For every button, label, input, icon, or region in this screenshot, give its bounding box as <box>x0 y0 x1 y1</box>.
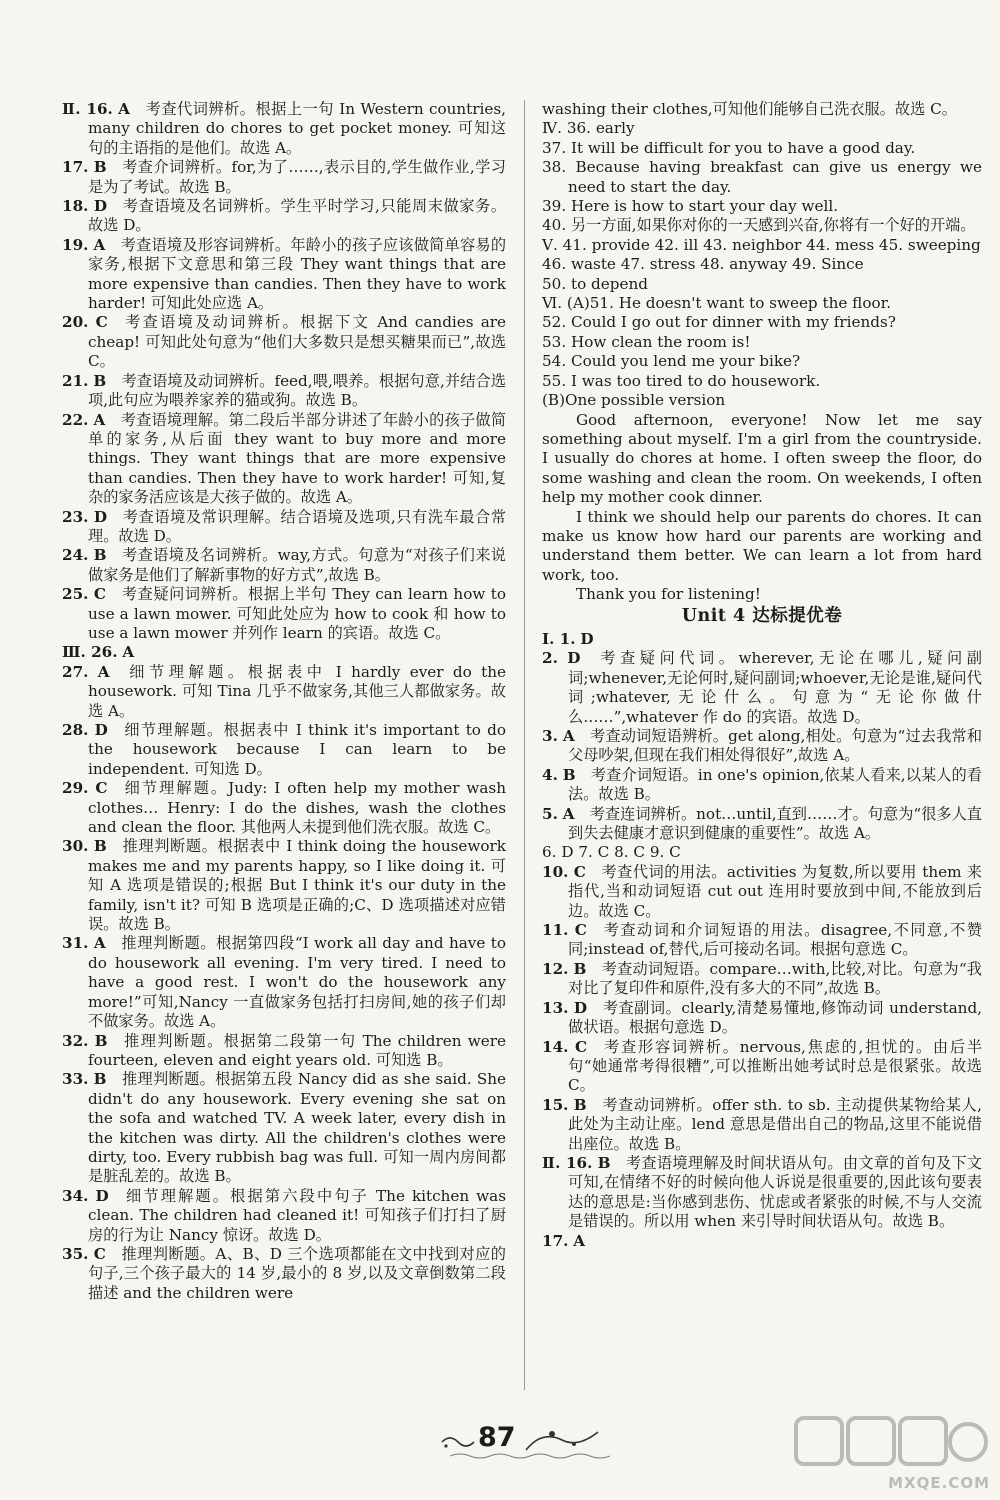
explanation-text: 细节理解题。根据第六段中句子 The kitchen was clean. The children had cleaned it! 可知孩子们打扫了厨房的行为让 Nancy 惊讶。故选 D。 <box>88 1186 507 1244</box>
answer-letter: C <box>575 1037 588 1056</box>
item-number: 39. <box>542 197 567 216</box>
answer-letter: A <box>562 804 575 823</box>
explanation-text: 考查语境及名词辨析。学生平时学习,只能周末做家务。故选 D。 <box>88 197 507 235</box>
answer-item <box>62 585 506 643</box>
item-number: 15. <box>542 1095 569 1114</box>
answer-letter: C <box>93 1244 106 1263</box>
item-number: 29. <box>62 779 89 798</box>
item-number: 12. <box>542 959 569 978</box>
answer-item <box>542 805 982 844</box>
explanation-text: 考查连词辨析。not…until,直到……才。句意为“很多人直到失去健康才意识到健康的重要性”。故选 A。 <box>568 804 982 843</box>
page-number: 87 <box>478 1422 516 1453</box>
item-number: Ⅰ. 1. <box>542 629 576 648</box>
column-divider <box>524 100 525 1390</box>
item-number: 23. <box>62 507 89 526</box>
answer-item <box>542 1154 982 1232</box>
item-number: 27. <box>62 662 89 681</box>
item-number: 11. <box>542 921 569 940</box>
answer-item <box>62 1032 506 1071</box>
explanation-text: 考查动词辨析。offer sth. to sb. 主动提供某物给某人,此处为主动让座。lend 意思是借出自己的物品,这里不能说借出座位。故选 B。 <box>568 1095 982 1153</box>
answer-letter: B <box>94 1031 108 1050</box>
answer-line: 53. How clean the room is! <box>542 332 751 351</box>
answer-letter: B <box>573 1095 587 1114</box>
explanation-text: 考查介词短语。in one's opinion,依某人看来,以某人的看法。故选 B。 <box>568 765 982 804</box>
explanation-text: 考查代词的用法。activities 为复数,所以要用 them 来指代,当和动词短语 cut out 连用时要放到中间,不能放到后边。故选 C。 <box>568 862 982 920</box>
answer-letter: C <box>573 862 586 881</box>
item-number: 30. <box>62 837 89 856</box>
answer-item <box>62 372 506 411</box>
answer-letter: D <box>93 507 108 526</box>
item-number: 17. <box>542 1231 569 1250</box>
explanation-text: 考查动词短语辨析。get along,相处。句意为“过去我常和父母吵架,但现在我们相处得很好”,故选 A。 <box>568 727 983 765</box>
explanation-text: 考查动词和介词短语的用法。disagree,不同意,不赞同;instead of,替代,后可接动名词。根据句意选 C。 <box>568 921 983 959</box>
item-number: 24. <box>62 546 89 565</box>
answer-letter: A <box>93 934 106 953</box>
answer-item <box>62 934 506 1031</box>
item-number: 3. <box>542 727 558 745</box>
answer-line: 54. Could you lend me your bike? <box>542 352 801 371</box>
explanation-text: 细节理解题。Judy: I often help my mother wash clothes… Henry: I do the dishes, wash the clothes and clean the floor. 其他两人未提到他们洗衣服。故选 C。 <box>88 779 507 837</box>
answer-letter: B <box>93 546 107 565</box>
footer-ornament-left-icon <box>440 1432 476 1452</box>
answer-item <box>542 158 982 197</box>
answer-line: 55. I was too tired to do housework. <box>542 371 821 390</box>
explanation-text: 考查语境理解。第二段后半部分讲述了年龄小的孩子做简单的家务,从后面 they want to buy more and more things. They want things that are more expensive than candies. Then they have to work harder! 可知,复杂的家务活应该是大孩子做的。故选 A。 <box>88 410 507 507</box>
answer-letter: B <box>93 1070 107 1089</box>
answer-item <box>542 1232 982 1251</box>
item-number: Ⅱ. 16. <box>542 1153 593 1172</box>
item-number: 32. <box>62 1031 89 1050</box>
item-number: 31. <box>62 934 89 953</box>
item-number: 17. <box>62 158 89 177</box>
answer-letter: C <box>95 313 108 332</box>
answer-item <box>542 1038 982 1096</box>
answer-item <box>62 779 506 837</box>
answer-letter: B <box>597 1153 611 1172</box>
essay-paragraph: I think we should help our parents do chores. It can make us know how hard our parents are working and understand them better. We can learn a lot from hard work, too. <box>542 507 982 584</box>
answer-text: Because having breakfast can give us energy we need to start the day. <box>568 158 982 196</box>
answer-item <box>542 139 982 158</box>
answer-item <box>62 158 506 197</box>
answer-letter: B <box>93 371 107 390</box>
answer-letter: A <box>122 643 135 662</box>
item-number: 28. <box>62 721 89 739</box>
explanation-text: 考查代词辨析。根据上一句 In Western countries, many children do chores to get pocket money. 可知这句的主语指的是他们。故选 A。 <box>88 100 507 157</box>
answer-item <box>62 197 506 236</box>
item-number: Ⅲ. 26. <box>62 643 118 662</box>
explanation-text: 考查疑问代词。wherever,无论在哪儿,疑问副词;whenever,无论何时,疑问副词;whoever,无论是谁,疑问代词;whatever,无论什么。句意为“无论你做什么……”,whatever 作 do 的宾语。故选 D。 <box>568 649 982 726</box>
answer-line: 52. Could I go out for dinner with my friends? <box>542 313 896 332</box>
item-number: 37. <box>542 138 567 157</box>
explanation-text: 考查副词。clearly,清楚易懂地,修饰动词 understand,做状语。根据句意选 D。 <box>568 998 982 1037</box>
answer-item <box>62 837 506 934</box>
item-number: 2. <box>542 649 558 668</box>
item-number: 19. <box>62 235 89 254</box>
answer-item <box>62 1245 506 1303</box>
item-number: 25. <box>62 585 89 604</box>
answer-item <box>542 843 982 862</box>
answer-item <box>62 236 506 314</box>
answer-item <box>542 216 982 235</box>
answer-item <box>62 663 506 721</box>
explanation-text: 细节理解题。根据表中 I think it's important to do the housework because I can learn to be independent. 可知选 D。 <box>88 721 506 778</box>
item-number: 13. <box>542 998 569 1017</box>
answer-letter: D <box>573 998 587 1017</box>
answer-item <box>62 721 506 779</box>
essay-paragraph: Thank you for listening! <box>576 585 761 604</box>
essay-paragraph: Good afternoon, everyone! Now let me say something about myself. I'm a girl from the countryside. I usually do chores at home. I often sweep the floor, do some washing and clean the room. On weekends, I often help my mother cook dinner. <box>542 410 982 507</box>
item-number: Ⅳ. 36. <box>542 119 591 138</box>
answer-item <box>542 727 982 766</box>
explanation-text: 细节理解题。根据表中 I hardly ever do the housework. 可知 Tina 几乎不做家务,其他三人都做家务。故选 A。 <box>88 662 507 720</box>
answer-item <box>542 960 982 999</box>
answer-item <box>542 1096 982 1154</box>
answer-letter: C <box>93 585 106 604</box>
explanation-text: 推理判断题。根据第二段第一句 The children were fourteen, eleven and eight years old. 可知选 B。 <box>88 1031 506 1069</box>
answer-item <box>62 508 506 547</box>
answer-item <box>62 313 506 371</box>
answer-letter: A <box>562 727 575 745</box>
answer-item <box>542 197 982 216</box>
unit-heading: Unit 4 达标提优卷 <box>681 605 843 626</box>
answer-item <box>62 1187 506 1245</box>
answer-item <box>542 766 982 805</box>
explanation-text: 考查语境及名词辨析。way,方式。句意为“对孩子们来说做家务是他们了解新事物的好方式”,故选 B。 <box>88 546 506 584</box>
answer-line: Ⅵ. (A)51. He doesn't want to sweep the floor. <box>542 294 892 313</box>
answer-letter: B <box>93 158 107 177</box>
item-number: 14. <box>542 1037 569 1056</box>
explanation-text: 考查语境理解及时间状语从句。由文章的首句及下文可知,在情绪不好的时候向他人诉说是很重要的,因此该句要表达的意思是:当你感到悲伤、忧虑或者紧张的时候,不与人交流是错误的。所以用 when 来引导时间状语从句。故选 B。 <box>568 1153 982 1231</box>
item-number: 22. <box>62 410 89 429</box>
explanation-text: 考查语境及动词辨析。feed,喂,喂养。根据句意,并结合选项,此句应为喂养家养的猫或狗。故选 B。 <box>88 371 506 410</box>
answer-letter: B <box>93 837 107 856</box>
answer-text: Here is how to start your day well. <box>570 197 839 216</box>
answer-letter: C <box>95 779 108 798</box>
item-number: 10. <box>542 862 569 881</box>
answer-text: early <box>595 119 635 138</box>
answer-letter: A <box>93 235 106 254</box>
answer-text: 另一方面,如果你对你的一天感到兴奋,你将有一个好的开端。 <box>570 216 976 235</box>
answer-item <box>542 119 982 138</box>
answer-letter: B <box>562 765 576 784</box>
watermark-mark-icon <box>790 1412 990 1476</box>
answer-item <box>62 546 506 585</box>
answer-item <box>62 643 506 662</box>
answer-item <box>62 411 506 508</box>
item-number: 33. <box>62 1070 89 1089</box>
answer-letter: C <box>574 921 587 940</box>
item-number: 5. <box>542 804 558 823</box>
answer-letter: A <box>93 410 106 429</box>
answer-item <box>542 999 982 1038</box>
answer-line: Ⅴ. 41. provide 42. ill 43. neighbor 44. mess 45. sweeping <box>542 235 981 254</box>
watermark-logo <box>790 1412 990 1492</box>
answer-letter: D <box>94 721 108 739</box>
answer-letter: D <box>567 649 581 668</box>
explanation-text: 考查语境及动词辨析。根据下文 And candies are cheap! 可知此处句意为“他们大多数只是想买糖果而已”,故选 C。 <box>88 313 506 371</box>
answer-letter: D <box>95 1186 109 1205</box>
footer-wave-line <box>450 1452 610 1460</box>
explanation-text: 考查语境及形容词辨析。年龄小的孩子应该做简单容易的家务,根据下文意思和第三段 They want things that are more expensive than candies. Then they have to work harder! 可知此处应选 A。 <box>88 235 507 313</box>
item-number: 34. <box>62 1186 89 1205</box>
answer-item <box>542 630 982 649</box>
explanation-text: 考查疑问词辨析。根据上半句 They can learn how to use a lawn mower. 可知此处应为 how to cook 和 how to use a lawn mower 并列作 learn 的宾语。故选 C。 <box>88 585 507 642</box>
item-number: 20. <box>62 313 89 332</box>
explanation-text: 推理判断题。A、B、D 三个选项都能在文中找到对应的句子,三个孩子最大的 14 岁,最小的 8 岁,以及文章倒数第二段描述 and the children were <box>88 1244 506 1302</box>
explanation-text: 考查介词辨析。for,为了……,表示目的,学生做作业,学习是为了考试。故选 B。 <box>88 158 506 196</box>
answer-letter: D <box>93 197 108 216</box>
answer-item <box>542 921 982 960</box>
item-number: 40. <box>542 216 567 235</box>
explanation-text: 推理判断题。根据表中 I think doing the housework makes me and my parents happy, so I like doing it. 可知 A 选项是错误的;根据 But I think it's our duty in the family, isn't it? 可知 B 选项是正确的;C、D 选项描述对应错误。故选 B。 <box>88 837 507 934</box>
item-number: 38. <box>542 158 567 177</box>
watermark-text: MXQE.COM <box>888 1474 990 1492</box>
item-number: 21. <box>62 371 89 390</box>
answer-letter: A <box>118 100 130 118</box>
explanation-text: 考查形容词辨析。nervous,焦虑的,担忧的。由后半句“她通常考得很糟”,可以推断出她考试时总是很紧张。故选 C。 <box>568 1037 983 1095</box>
answer-line: 50. to depend <box>542 274 648 293</box>
answer-item <box>62 1070 506 1186</box>
item-number: 4. <box>542 765 558 784</box>
answer-text: It will be difficult for you to have a good day. <box>570 138 916 157</box>
answer-item <box>542 863 982 921</box>
right-column <box>542 100 982 1251</box>
answer-letter: B <box>573 959 587 978</box>
answer-letter: D <box>580 629 594 648</box>
explanation-text: 6. D 7. C 8. C 9. C <box>542 843 681 862</box>
explanation-text: 推理判断题。根据第五段 Nancy did as she said. She didn't do any housework. Every evening she sat on the sofa and watched TV. A week later, every dish in the kitchen was dirty. All the children's clothes were dirty, too. Every rubbish bag was full. 可知一周内房间都是脏乱差的。故选 B。 <box>88 1070 507 1186</box>
explanation-text: 推理判断题。根据第四段“I work all day and have to do housework all evening. I'm very tired. I need to have a good rest. I won't do the housework any more!”可知,Nancy 一直做家务包括打扫房间,她的孩子们却不做家务。故选 A。 <box>88 934 507 1031</box>
left-column <box>62 100 506 1303</box>
continuation-text: washing their clothes,可知他们能够自己洗衣服。故选 C。 <box>542 100 957 118</box>
answer-line: 46. waste 47. stress 48. anyway 49. Since <box>542 255 864 274</box>
explanation-text: 考查语境及常识理解。结合语境及选项,只有洗车最合常理。故选 D。 <box>88 507 507 545</box>
answer-item <box>62 100 506 158</box>
answer-letter: A <box>573 1231 586 1250</box>
item-number: 18. <box>62 197 89 216</box>
item-number: 35. <box>62 1244 89 1263</box>
item-number: Ⅱ. 16. <box>62 100 113 118</box>
version-label: (B)One possible version <box>542 391 726 410</box>
answer-item <box>542 649 982 727</box>
explanation-text: 考查动词短语。compare…with,比较,对比。句意为“我对比了复印件和原件,没有多大的不同”,故选 B。 <box>568 959 982 998</box>
answer-letter: A <box>97 662 110 681</box>
